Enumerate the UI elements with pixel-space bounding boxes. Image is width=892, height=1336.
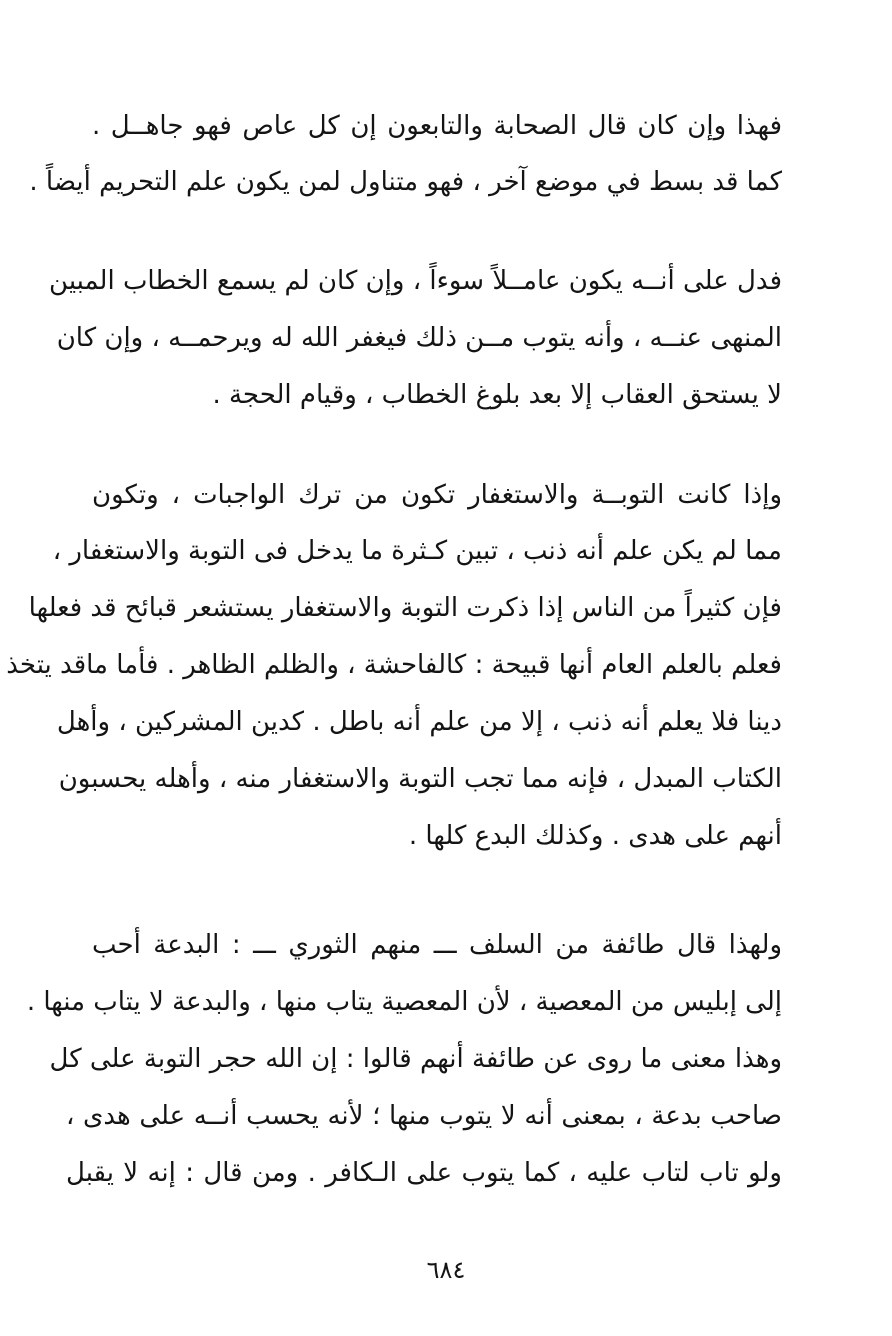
text-line: فعلم بالعلم العام أنها قبيحة : كالفاحشة ، والظلم الظاهر . فأما ماقد يتخذ (6, 650, 782, 680)
text-line: أنهم على هدى . وكذلك البدع كلها . (408, 821, 782, 851)
page-number: ٦٨٤ (426, 1256, 466, 1284)
text-line: لا يستحق العقاب إلا بعد بلوغ الخطاب ، وقيام الحجة . (212, 380, 782, 410)
text-line: المنهى عنــه ، وأنه يتوب مــن ذلك فيغفر الله له ويرحمــه ، وإن كان (56, 323, 782, 353)
text-line: إلى إبليس من المعصية ، لأن المعصية يتاب منها ، والبدعة لا يتاب منها . (26, 987, 782, 1017)
text-line: فإن كثيراً من الناس إذا ذكرت التوبة والاستغفار يستشعر قبائح قد فعلها (28, 593, 782, 623)
text-line: الكتاب المبدل ، فإنه مما تجب التوبة والاستغفار منه ، وأهله يحسبون (58, 764, 782, 794)
text-line: فدل على أنــه يكون عامــلاً سوءاً ، وإن كان لم يسمع الخطاب المبين (49, 266, 782, 296)
text-line: دينا فلا يعلم أنه ذنب ، إلا من علم أنه باطل . كدين المشركين ، وأهل (56, 707, 782, 737)
text-line: ولو تاب لتاب عليه ، كما يتوب على الـكافر . ومن قال : إنه لا يقبل (66, 1158, 782, 1188)
text-line: وهذا معنى ما روى عن طائفة أنهم قالوا : إن الله حجر التوبة على كل (49, 1044, 782, 1074)
text-line: فهذا وإن كان قال الصحابة والتابعون إن كل عاص فهو جاهــل . (92, 111, 782, 141)
text-line: كما قد بسط في موضع آخر ، فهو متناول لمن يكون علم التحريم أيضاً . (29, 167, 782, 197)
text-line: وإذا كانت التوبــة والاستغفار تكون من ترك الواجبات ، وتكون (92, 480, 782, 510)
text-line: صاحب بدعة ، بمعنى أنه لا يتوب منها ؛ لأنه يحسب أنــه على هدى ، (66, 1101, 782, 1131)
text-line: ولهذا قال طائفة من السلف ـــ منهم الثوري ـــ : البدعة أحب (92, 930, 782, 960)
text-line: مما لم يكن علم أنه ذنب ، تبين كـثرة ما يدخل فى التوبة والاستغفار ، (52, 536, 782, 566)
